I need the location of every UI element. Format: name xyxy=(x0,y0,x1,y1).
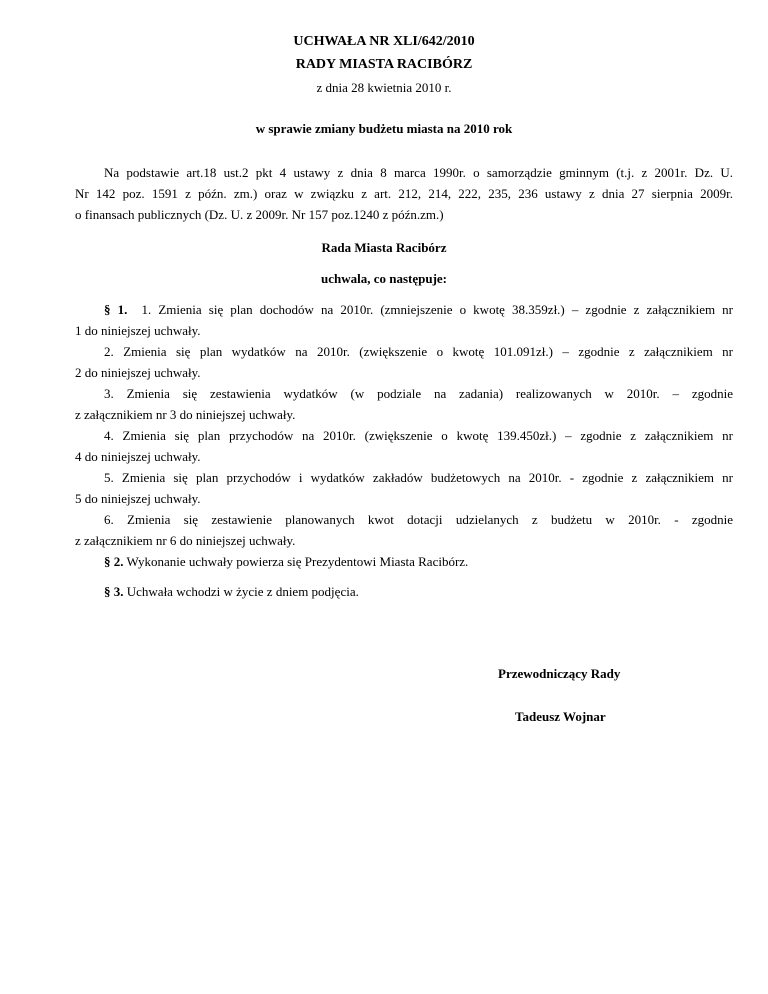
section-2-marker: § 2. xyxy=(104,554,124,569)
section-3-text: Uchwała wchodzi w życie z dniem podjęcia. xyxy=(126,584,359,599)
council-title: RADY MIASTA RACIBÓRZ xyxy=(295,57,473,72)
section-1-item-3: 3. Zmienia się zestawienia wydatków (w podziale na zadania) realizowanych w 2010r. – zgodnie xyxy=(104,386,733,401)
section-1-item-5: 5. Zmienia się plan przychodów i wydatków zakładów budżetowych na 2010r. - zgodnie z załącznikiem nr xyxy=(104,470,733,485)
resolution-number: UCHWAŁA NR XLI/642/2010 xyxy=(293,34,475,49)
preamble-line: Nr 142 poz. 1591 z późn. zm.) oraz w związku z art. 212, 214, 222, 235, 236 ustawy z dnia 27 sierpnia 2009r. xyxy=(75,186,733,201)
section-3-marker: § 3. xyxy=(104,584,124,599)
preamble-line: o finansach publicznych (Dz. U. z 2009r. Nr 157 poz.1240 z późn.zm.) xyxy=(75,207,444,222)
section-1-item-1: § 1. 1. Zmienia się plan dochodów na 2010r. (zmniejszenie o kwotę 38.359zł.) – zgodnie z załącznikiem nr xyxy=(104,302,734,317)
section-2-text: Wykonanie uchwały powierza się Prezydentowi Miasta Racibórz. xyxy=(126,554,469,569)
council-name: Rada Miasta Racibórz xyxy=(321,240,447,255)
preamble-line: Na podstawie art.18 ust.2 pkt 4 ustawy z dnia 8 marca 1990r. o samorządzie gminnym (t.j. z 2001r. Dz. U. xyxy=(104,165,733,180)
signature-role: Przewodniczący Rady xyxy=(498,666,621,681)
preamble xyxy=(75,162,733,225)
section-1-item-3-cont: z załącznikiem nr 3 do niniejszej uchwały. xyxy=(75,407,296,422)
section-2 xyxy=(104,554,468,570)
signature-name: Tadeusz Wojnar xyxy=(515,709,606,724)
section-1-item-4: 4. Zmienia się plan przychodów na 2010r. (zwiększenie o kwotę 139.450zł.) – zgodnie z załącznikiem nr xyxy=(104,428,733,443)
resolution-date: z dnia 28 kwietnia 2010 r. xyxy=(316,80,452,95)
section-3 xyxy=(104,584,359,600)
section-1-item-6: 6. Zmienia się zestawienie planowanych kwot dotacji udzielanych z budżetu w 2010r. - zgodnie xyxy=(104,512,733,527)
section-1-item-1-cont: 1 do niniejszej uchwały. xyxy=(75,323,201,338)
section-1-item-2-cont: 2 do niniejszej uchwały. xyxy=(75,365,201,380)
section-1-marker: § 1. xyxy=(104,302,128,317)
section-1 xyxy=(75,299,733,551)
section-1-item-4-cont: 4 do niniejszej uchwały. xyxy=(75,449,201,464)
section-1-item-5-cont: 5 do niniejszej uchwały. xyxy=(75,491,201,506)
section-1-item-6-cont: z załącznikiem nr 6 do niniejszej uchwały. xyxy=(75,533,296,548)
section-1-item-2: 2. Zmienia się plan wydatków na 2010r. (zwiększenie o kwotę 101.091zł.) – zgodnie z załącznikiem nr xyxy=(104,344,733,359)
resolves-clause: uchwala, co następuje: xyxy=(320,271,448,286)
resolution-subject: w sprawie zmiany budżetu miasta na 2010 rok xyxy=(255,121,513,136)
